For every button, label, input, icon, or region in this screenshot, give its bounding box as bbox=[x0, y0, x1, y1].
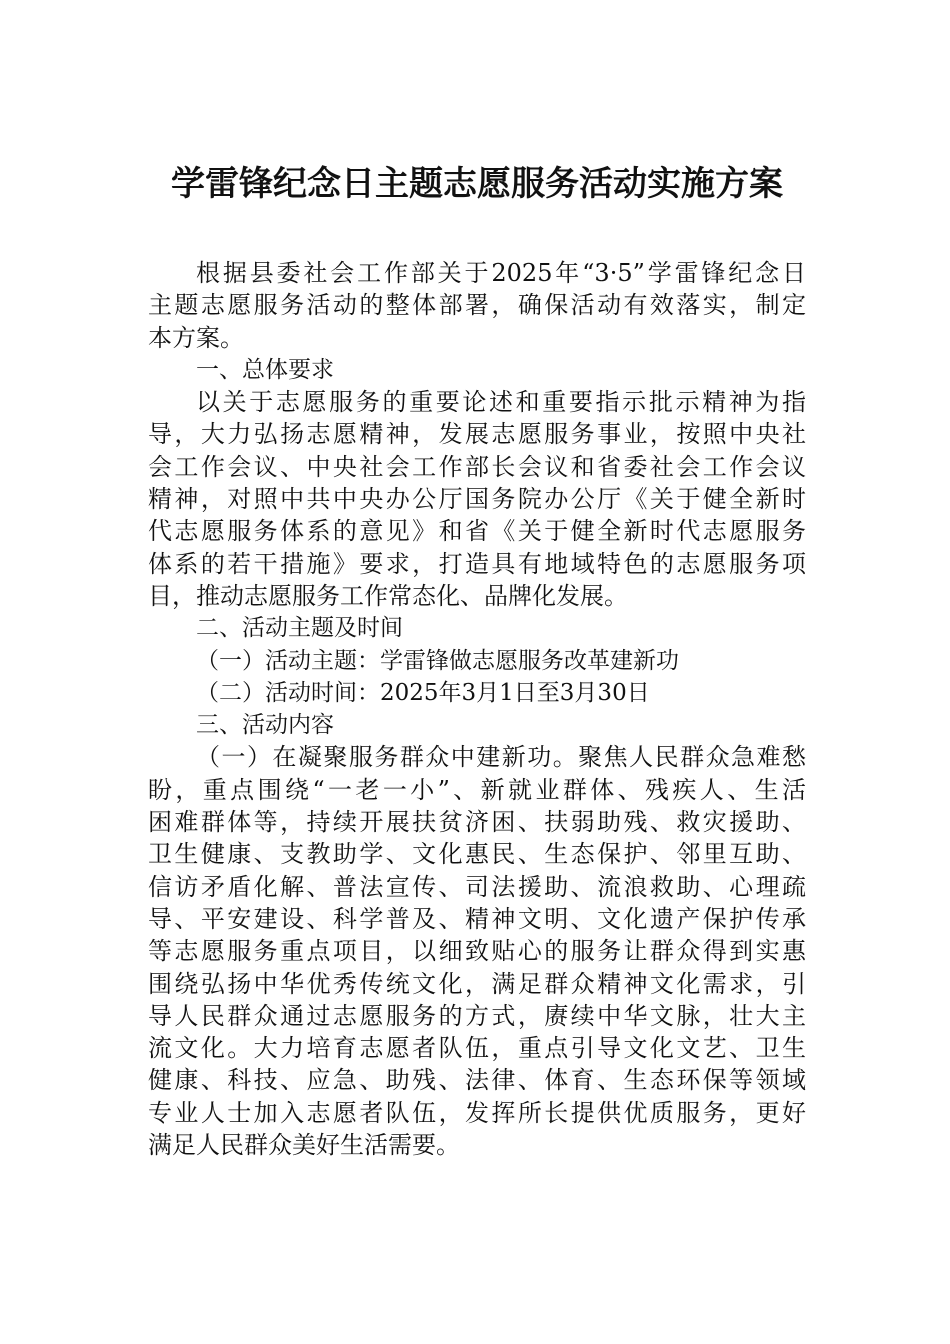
list-item: （一）活动主题：学雷锋做志愿服务改革建新功 bbox=[196, 647, 679, 674]
paragraph-line: 精神，对照中共中央办公厅国务院办公厅《关于健全新时 bbox=[148, 485, 806, 514]
paragraph-line: 困难群体等，持续开展扶贫济困、扶弱助残、救灾援助、 bbox=[148, 808, 806, 837]
section-heading: 二、活动主题及时间 bbox=[196, 615, 403, 642]
intro-paragraph bbox=[148, 257, 806, 354]
document-title: 学雷锋纪念日主题志愿服务活动实施方案 bbox=[171, 164, 783, 204]
paragraph-line: 导、平安建设、科学普及、精神文明、文化遗产保护传承 bbox=[148, 904, 806, 933]
paragraph-line: 健康、科技、应急、助残、法律、体育、生态环保等领域 bbox=[148, 1066, 806, 1095]
paragraph-line: 盼，重点围绕“一老一小”、新就业群体、残疾人、生活 bbox=[148, 775, 806, 804]
intro-line: 根据县委社会工作部关于2025年“3·5”学雷锋纪念日 bbox=[196, 259, 806, 287]
paragraph-line: 流文化。大力培育志愿者队伍，重点引导文化文艺、卫生 bbox=[148, 1034, 806, 1063]
intro-line: 本方案。 bbox=[148, 323, 244, 352]
paragraph-line: 围绕弘扬中华优秀传统文化，满足群众精神文化需求，引 bbox=[148, 969, 806, 998]
paragraph-line: （一）在凝聚服务群众中建新功。聚焦人民群众急难愁 bbox=[196, 743, 806, 772]
section-heading: 三、活动内容 bbox=[196, 712, 334, 739]
paragraph-line: 导人民群众通过志愿服务的方式，赓续中华文脉，壮大主 bbox=[148, 1001, 806, 1030]
section1-paragraph bbox=[148, 386, 806, 612]
paragraph-line: 等志愿服务重点项目，以细致贴心的服务让群众得到实惠 bbox=[148, 937, 806, 966]
paragraph-line: 专业人士加入志愿者队伍，发挥所长提供优质服务，更好 bbox=[148, 1098, 806, 1127]
paragraph-line: 会工作会议、中央社会工作部长会议和省委社会工作会议 bbox=[148, 452, 806, 481]
paragraph-line: 信访矛盾化解、普法宣传、司法援助、流浪救助、心理疏 bbox=[148, 872, 806, 901]
paragraph-line: 体系的若干措施》要求，打造具有地域特色的志愿服务项 bbox=[148, 549, 806, 578]
list-item: （二）活动时间：2025年3月1日至3月30日 bbox=[196, 679, 650, 706]
section-heading: 一、总体要求 bbox=[196, 356, 334, 383]
paragraph-line: 目，推动志愿服务工作常态化、品牌化发展。 bbox=[148, 581, 628, 610]
intro-line: 主题志愿服务活动的整体部署，确保活动有效落实，制定 bbox=[148, 291, 806, 320]
paragraph-line: 以关于志愿服务的重要论述和重要指示批示精神为指 bbox=[196, 388, 806, 417]
document-body bbox=[148, 257, 806, 1161]
paragraph-line: 卫生健康、支教助学、文化惠民、生态保护、邻里互助、 bbox=[148, 840, 806, 869]
section3-paragraph bbox=[148, 741, 806, 1161]
paragraph-line: 导，大力弘扬志愿精神，发展志愿服务事业，按照中央社 bbox=[148, 420, 806, 449]
paragraph-line: 代志愿服务体系的意见》和省《关于健全新时代志愿服务 bbox=[148, 517, 806, 546]
paragraph-line: 满足人民群众美好生活需要。 bbox=[148, 1131, 460, 1160]
